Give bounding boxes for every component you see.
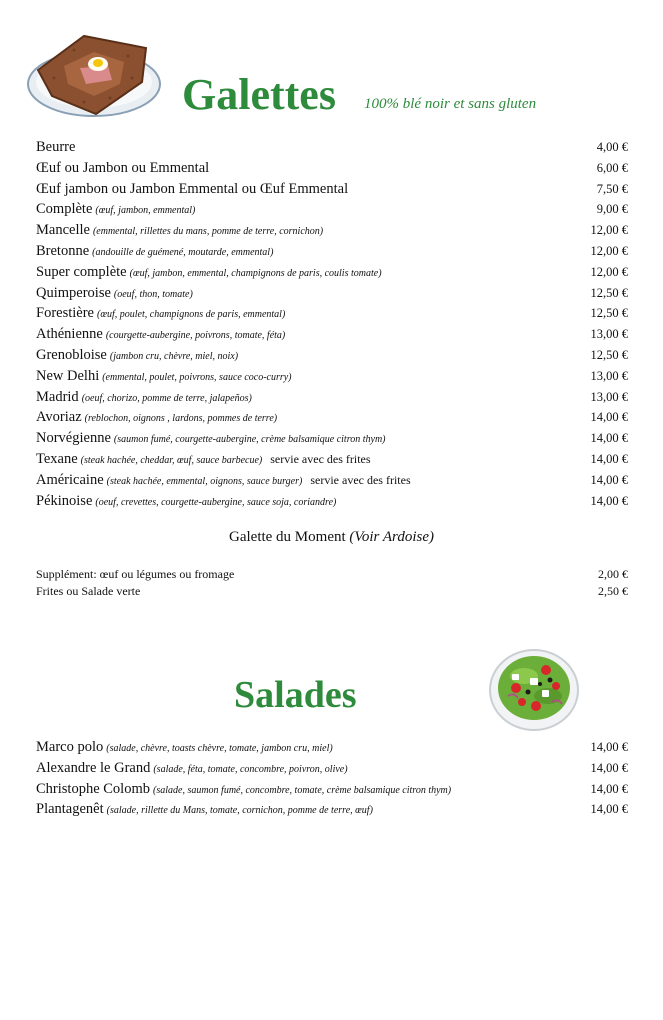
item-name: Complète: [36, 201, 93, 218]
menu-item: [36, 758, 628, 779]
item-description: (jambon cru, chèvre, miel, noix): [109, 350, 239, 362]
item-description: (œuf, jambon, emmental): [95, 205, 196, 217]
supplements-list: [36, 566, 628, 600]
item-name: Plantagenêt: [36, 801, 104, 818]
item-price: 4,00 €: [596, 140, 628, 154]
galette-du-moment: [0, 529, 663, 546]
item-name: Forestière: [36, 305, 94, 322]
menu-item: [36, 158, 628, 179]
item-price: 6,00 €: [596, 160, 628, 175]
menu-item: [36, 449, 628, 470]
item-price: 14,00 €: [590, 760, 628, 775]
item-price: 12,50 €: [590, 285, 628, 300]
item-price: 13,00 €: [590, 368, 628, 383]
galettes-subtitle: 100% blé noir et sans gluten: [364, 96, 537, 112]
menu-item: [36, 241, 628, 262]
item-name: Grenobloise: [36, 346, 107, 363]
item-name: Super complète: [36, 263, 127, 280]
supplement-name: Frites ou Salade verte: [36, 584, 141, 598]
menu-item: [36, 428, 628, 449]
supplement-item: [36, 583, 628, 600]
item-price: 9,00 €: [596, 202, 628, 217]
menu-item: [36, 387, 628, 408]
item-description: (oeuf, thon, tomate): [113, 288, 193, 300]
supplement-name: Supplément: œuf ou légumes ou fromage: [36, 567, 235, 581]
item-name: Quimperoise: [36, 284, 111, 301]
item-description: (œuf, jambon, emmental, champignons de paris, coulis tomate): [129, 267, 382, 279]
menu-item: [36, 262, 628, 283]
supplement-price: 2,50 €: [598, 584, 628, 598]
item-name: Beurre: [36, 139, 76, 155]
item-description: (salade, chèvre, toasts chèvre, tomate, jambon cru, miel): [106, 743, 333, 754]
item-price: 13,00 €: [590, 327, 628, 342]
menu-item: [36, 737, 628, 758]
galette-illustration: [24, 22, 164, 122]
menu-item: [36, 345, 628, 366]
item-description: (oeuf, chorizo, pomme de terre, jalapeños): [81, 392, 252, 404]
item-name: Texane: [36, 450, 78, 467]
salad-bowl-illustration: [486, 640, 582, 734]
item-name: Mancelle: [36, 222, 90, 239]
menu-item: [36, 366, 628, 387]
item-name: Œuf jambon ou Jambon Emmental ou Œuf Emmental: [36, 180, 349, 197]
menu-item: [36, 179, 628, 200]
item-price: 12,00 €: [590, 223, 628, 238]
item-name: Madrid: [36, 388, 79, 405]
item-name: New Delhi: [36, 367, 100, 384]
item-price: 12,50 €: [590, 306, 628, 321]
item-price: 14,00 €: [590, 740, 628, 754]
item-price: 12,50 €: [590, 347, 628, 362]
item-name: Christophe Colomb: [36, 780, 150, 797]
supplement-item: [36, 566, 628, 583]
item-description: (courgette-aubergine, poivrons, tomate, féta): [105, 330, 286, 342]
menu-item: [36, 220, 628, 241]
item-price: 14,00 €: [590, 431, 628, 446]
item-price: 14,00 €: [590, 410, 628, 425]
item-name: Marco polo: [36, 739, 104, 755]
menu-item: [36, 324, 628, 345]
galettes-menu-list: [36, 137, 628, 511]
item-price: 14,00 €: [590, 802, 628, 817]
item-description: (steak hachée, emmental, oignons, sauce burger): [106, 475, 303, 487]
menu-item: [36, 303, 628, 324]
item-description: (steak hachée, cheddar, œuf, sauce barbecue): [80, 454, 263, 466]
item-description: (oeuf, crevettes, courgette-aubergine, sauce soja, coriandre): [95, 496, 337, 508]
item-description: (reblochon, oignons , lardons, pommes de terre): [84, 413, 278, 425]
menu-item: [36, 491, 628, 512]
item-name: Bretonne: [36, 242, 90, 259]
item-price: 12,00 €: [590, 264, 628, 279]
menu-item: [36, 470, 628, 491]
item-description: (emmental, poulet, poivrons, sauce coco-curry): [102, 371, 292, 383]
item-price: 14,00 €: [590, 493, 628, 508]
item-price: 14,00 €: [590, 472, 628, 487]
galette-du-moment-note: (Voir Ardoise): [349, 529, 434, 545]
item-description: (emmental, rillettes du mans, pomme de terre, cornichon): [92, 226, 324, 238]
item-description: (salade, rillette du Mans, tomate, cornichon, pomme de terre, œuf): [106, 805, 373, 817]
item-description: (salade, féta, tomate, concombre, poivron, olive): [153, 763, 348, 775]
item-price: 12,00 €: [590, 243, 628, 258]
galettes-title: Galettes: [182, 70, 336, 119]
salades-menu-list: [36, 737, 628, 820]
item-note: servie avec des frites: [270, 451, 371, 466]
item-description: (andouille de guémené, moutarde, emmental): [92, 246, 274, 258]
menu-item: [36, 799, 628, 820]
supplement-price: 2,00 €: [598, 567, 628, 581]
menu-item: [36, 199, 628, 220]
item-price: 13,00 €: [590, 389, 628, 404]
item-name: Alexandre le Grand: [36, 759, 151, 776]
menu-item: [36, 407, 628, 428]
item-note: servie avec des frites: [310, 472, 411, 487]
item-name: Athénienne: [36, 326, 103, 343]
galette-du-moment-label: Galette du Moment: [229, 529, 346, 545]
item-price: 14,00 €: [590, 781, 628, 796]
item-name: Œuf ou Jambon ou Emmental: [36, 159, 210, 176]
item-name: Américaine: [36, 471, 104, 488]
item-name: Avoriaz: [36, 409, 82, 426]
menu-item: [36, 283, 628, 304]
item-description: (saumon fumé, courgette-aubergine, crème balsamique citron thym): [113, 434, 386, 446]
item-price: 7,50 €: [596, 181, 628, 196]
item-name: Pékinoise: [36, 492, 93, 509]
item-description: (salade, saumon fumé, concombre, tomate, crème balsamique citron thym): [153, 784, 452, 796]
salades-title: Salades: [234, 674, 357, 716]
menu-item: [36, 137, 628, 158]
item-description: (œuf, poulet, champignons de paris, emmental): [96, 309, 286, 321]
item-name: Norvégienne: [36, 430, 111, 447]
item-price: 14,00 €: [590, 451, 628, 466]
menu-item: [36, 779, 628, 800]
